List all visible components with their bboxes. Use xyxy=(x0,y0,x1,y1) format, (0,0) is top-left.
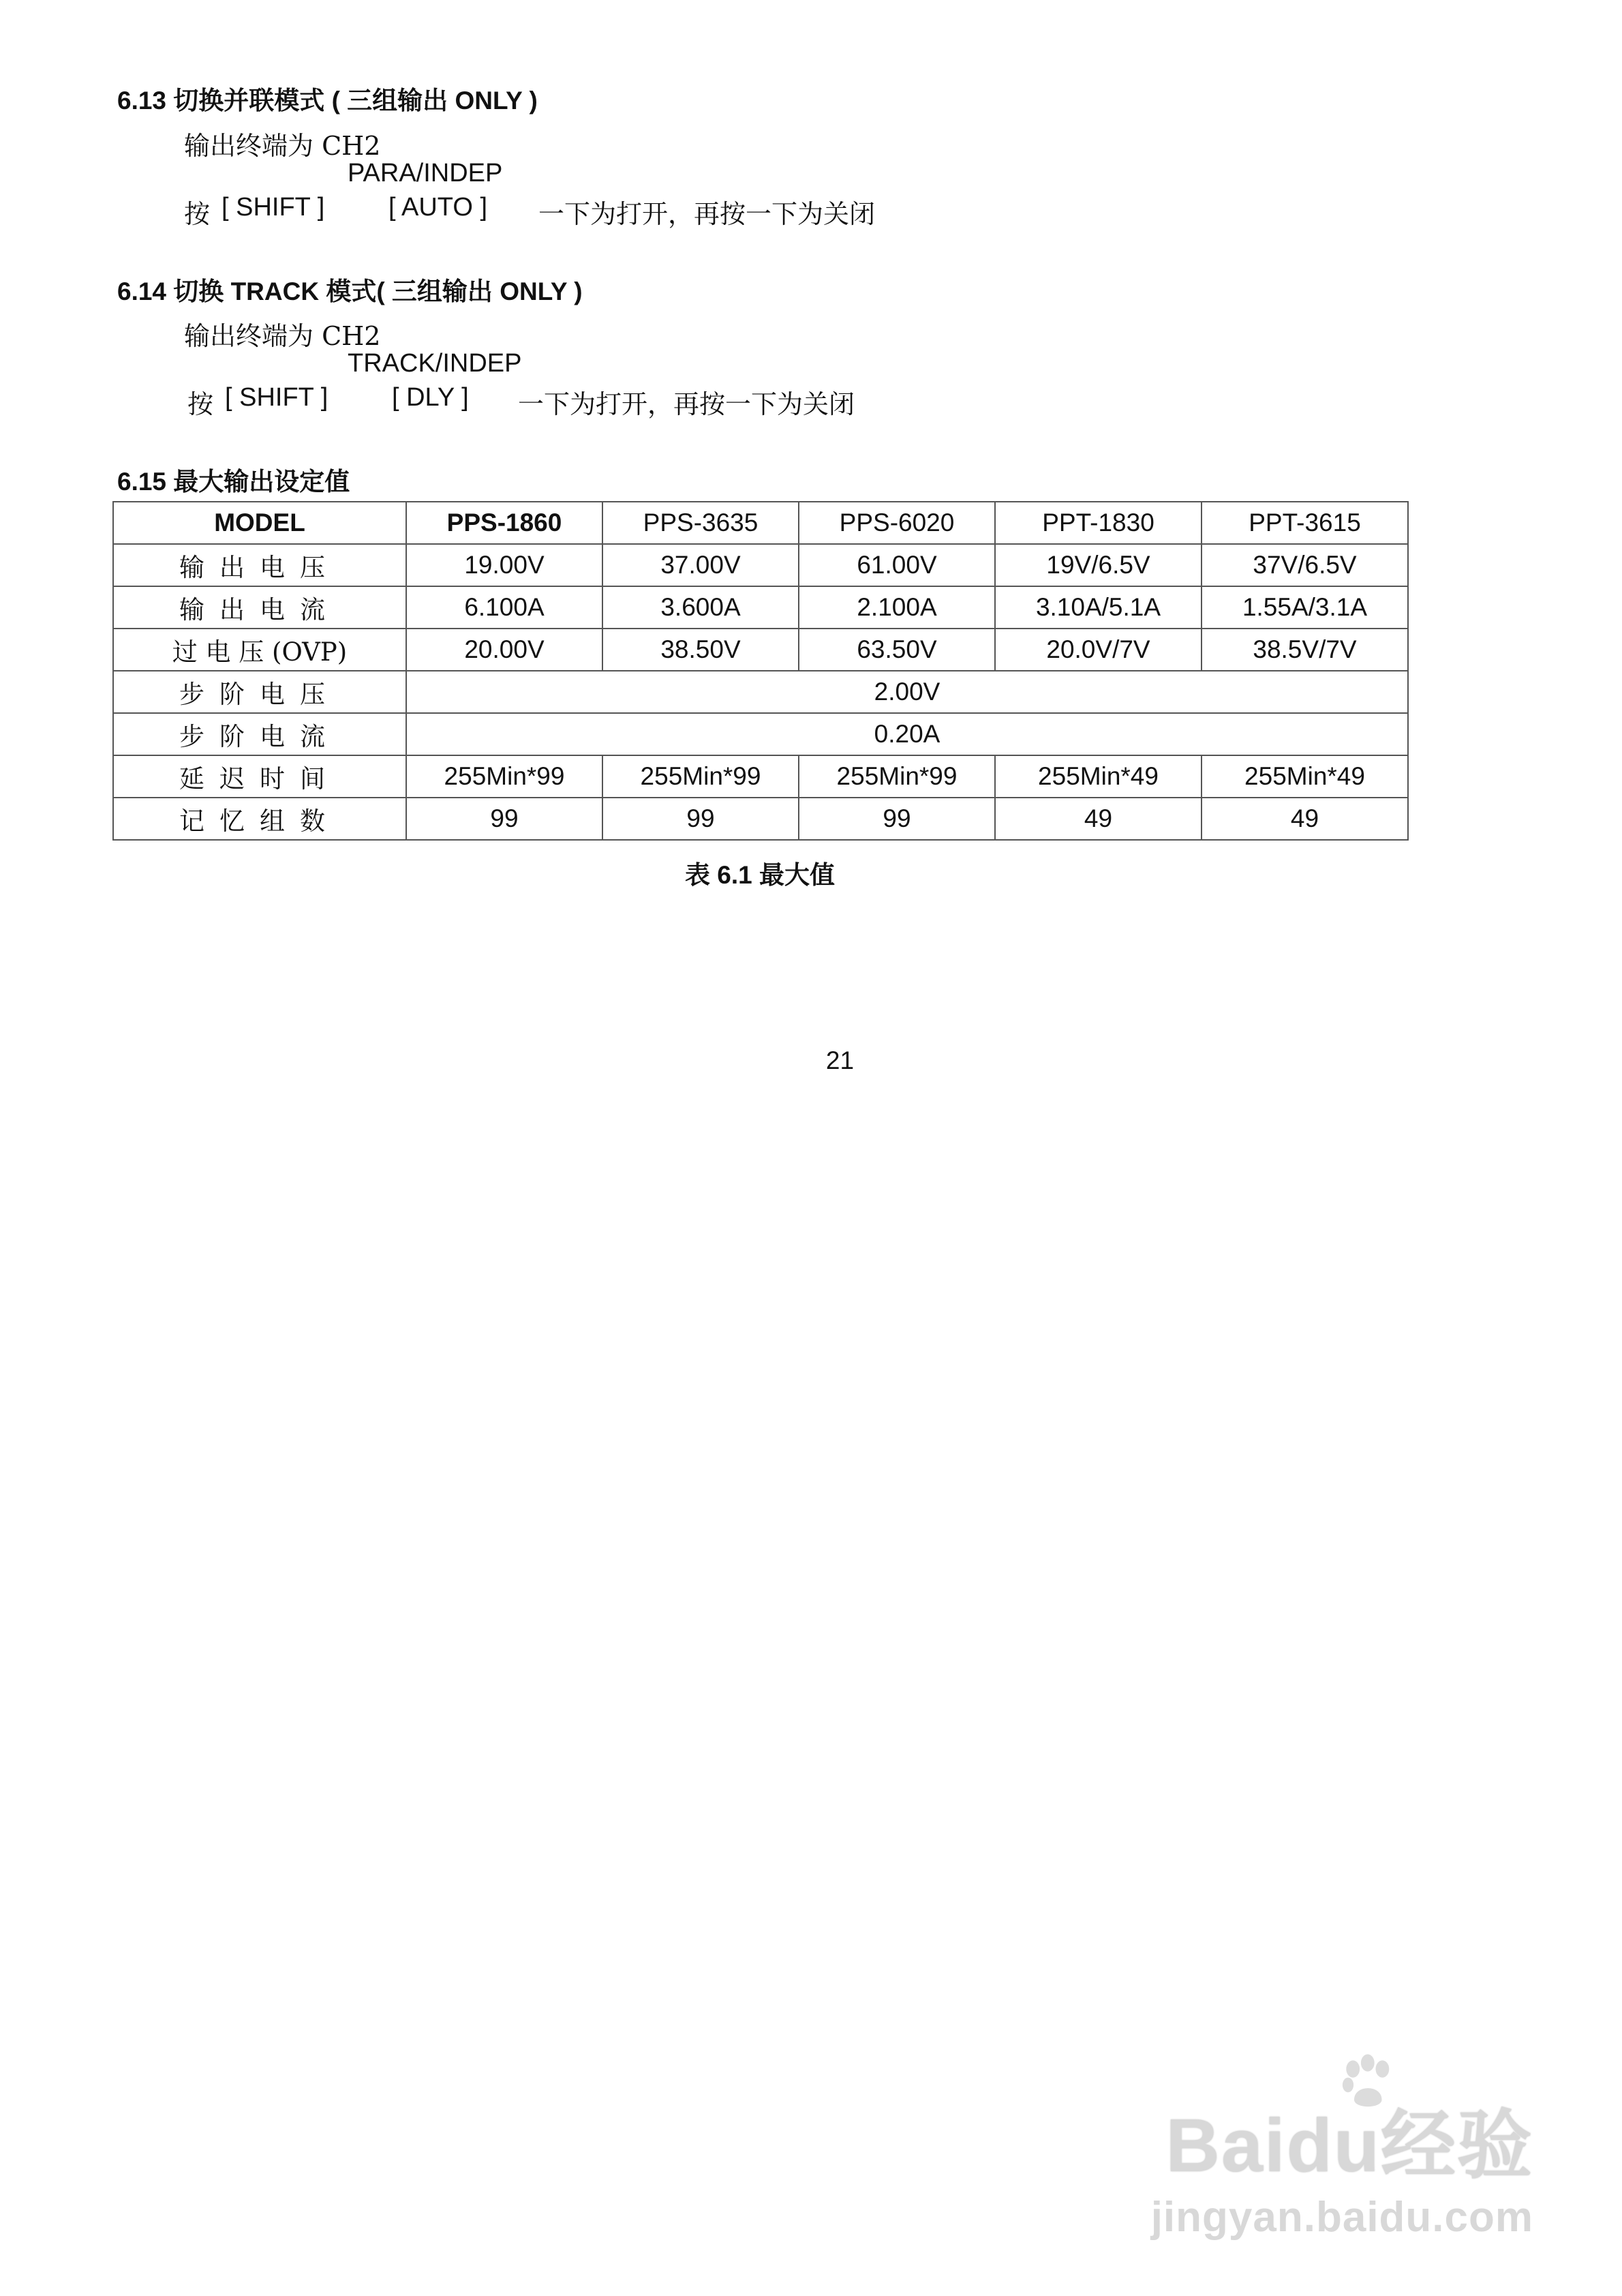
table-cell: 6.100A xyxy=(406,586,602,629)
section-6-13-heading: 6.13 切换并联模式 ( 三组输出 ONLY ) xyxy=(117,87,538,115)
section-6-13-press-label: 按 xyxy=(184,199,211,229)
table-cell: 49 xyxy=(995,798,1202,840)
table-cell: 19.00V xyxy=(406,544,602,586)
table-cell: 19V/6.5V xyxy=(995,544,1202,586)
header-ppt-3615: PPT-3615 xyxy=(1202,502,1408,544)
section-6-13-auto-key: [ AUTO ] xyxy=(388,193,488,222)
header-model: MODEL xyxy=(113,502,406,544)
watermark-logo: Baidu经验 xyxy=(1165,2104,1533,2188)
table-cell: 255Min*99 xyxy=(799,755,995,798)
table-cell: 2.100A xyxy=(799,586,995,629)
table-caption: 表 6.1 最大值 xyxy=(685,861,835,889)
section-6-14-mode-label: TRACK/INDEP xyxy=(348,349,522,378)
max-values-table xyxy=(112,501,1409,841)
header-pps-1860: PPS-1860 xyxy=(406,502,602,544)
header-pps-3635: PPS-3635 xyxy=(602,502,799,544)
table-cell: 1.55A/3.1A xyxy=(1202,586,1408,629)
table-cell: 61.00V xyxy=(799,544,995,586)
row-label: 步阶电压 xyxy=(113,671,406,713)
header-ppt-1830: PPT-1830 xyxy=(995,502,1202,544)
section-6-15-heading: 6.15 最大输出设定值 xyxy=(117,468,350,496)
row-label: 记忆组数 xyxy=(113,798,406,840)
table-cell: 99 xyxy=(602,798,799,840)
table-cell: 38.5V/7V xyxy=(1202,629,1408,671)
table-row-step-voltage xyxy=(113,671,1408,713)
row-label: 步阶电流 xyxy=(113,713,406,755)
table-cell: 37.00V xyxy=(602,544,799,586)
section-6-13-description: 一下为打开，再按一下为关闭 xyxy=(538,199,876,229)
table-cell-span: 2.00V xyxy=(406,671,1408,713)
row-label: 过 电 压 (OVP) xyxy=(113,629,406,671)
row-label: 延迟时间 xyxy=(113,755,406,798)
table-row-step-current xyxy=(113,713,1408,755)
section-6-13-shift-key: [ SHIFT ] xyxy=(221,193,325,222)
table-cell: 49 xyxy=(1202,798,1408,840)
row-label: 输出电压 xyxy=(113,544,406,586)
watermark-url: jingyan.baidu.com xyxy=(1150,2194,1533,2241)
table-cell: 20.00V xyxy=(406,629,602,671)
section-6-13-output-terminal: 输出终端为 CH2 xyxy=(184,131,381,161)
section-6-13-mode-label: PARA/INDEP xyxy=(348,159,503,187)
table-row-output-current xyxy=(113,586,1408,629)
table-cell: 99 xyxy=(406,798,602,840)
table-cell: 255Min*49 xyxy=(995,755,1202,798)
section-6-14-shift-key: [ SHIFT ] xyxy=(225,383,328,412)
baidu-watermark xyxy=(1151,2085,1533,2241)
table-cell: 63.50V xyxy=(799,629,995,671)
header-pps-6020: PPS-6020 xyxy=(799,502,995,544)
section-6-14-heading: 6.14 切换 TRACK 模式( 三组输出 ONLY ) xyxy=(117,277,583,305)
section-6-14-output-terminal: 输出终端为 CH2 xyxy=(184,321,381,351)
page-number: 21 xyxy=(825,1046,855,1074)
section-6-14-description: 一下为打开，再按一下为关闭 xyxy=(518,389,855,419)
table-row-memory-groups xyxy=(113,798,1408,840)
row-label: 输出电流 xyxy=(113,586,406,629)
table-cell: 255Min*99 xyxy=(602,755,799,798)
section-6-14-dly-key: [ DLY ] xyxy=(392,383,469,412)
table-cell: 255Min*99 xyxy=(406,755,602,798)
table-cell: 37V/6.5V xyxy=(1202,544,1408,586)
table-cell: 99 xyxy=(799,798,995,840)
table-cell: 3.600A xyxy=(602,586,799,629)
section-6-14-press-label: 按 xyxy=(187,389,214,419)
table-row-delay-time xyxy=(113,755,1408,798)
table-cell: 3.10A/5.1A xyxy=(995,586,1202,629)
table-cell: 255Min*49 xyxy=(1202,755,1408,798)
table-cell: 20.0V/7V xyxy=(995,629,1202,671)
table-cell: 38.50V xyxy=(602,629,799,671)
table-header-row xyxy=(113,502,1408,544)
table-cell-span: 0.20A xyxy=(406,713,1408,755)
table-row-output-voltage xyxy=(113,544,1408,586)
table-row-ovp xyxy=(113,629,1408,671)
